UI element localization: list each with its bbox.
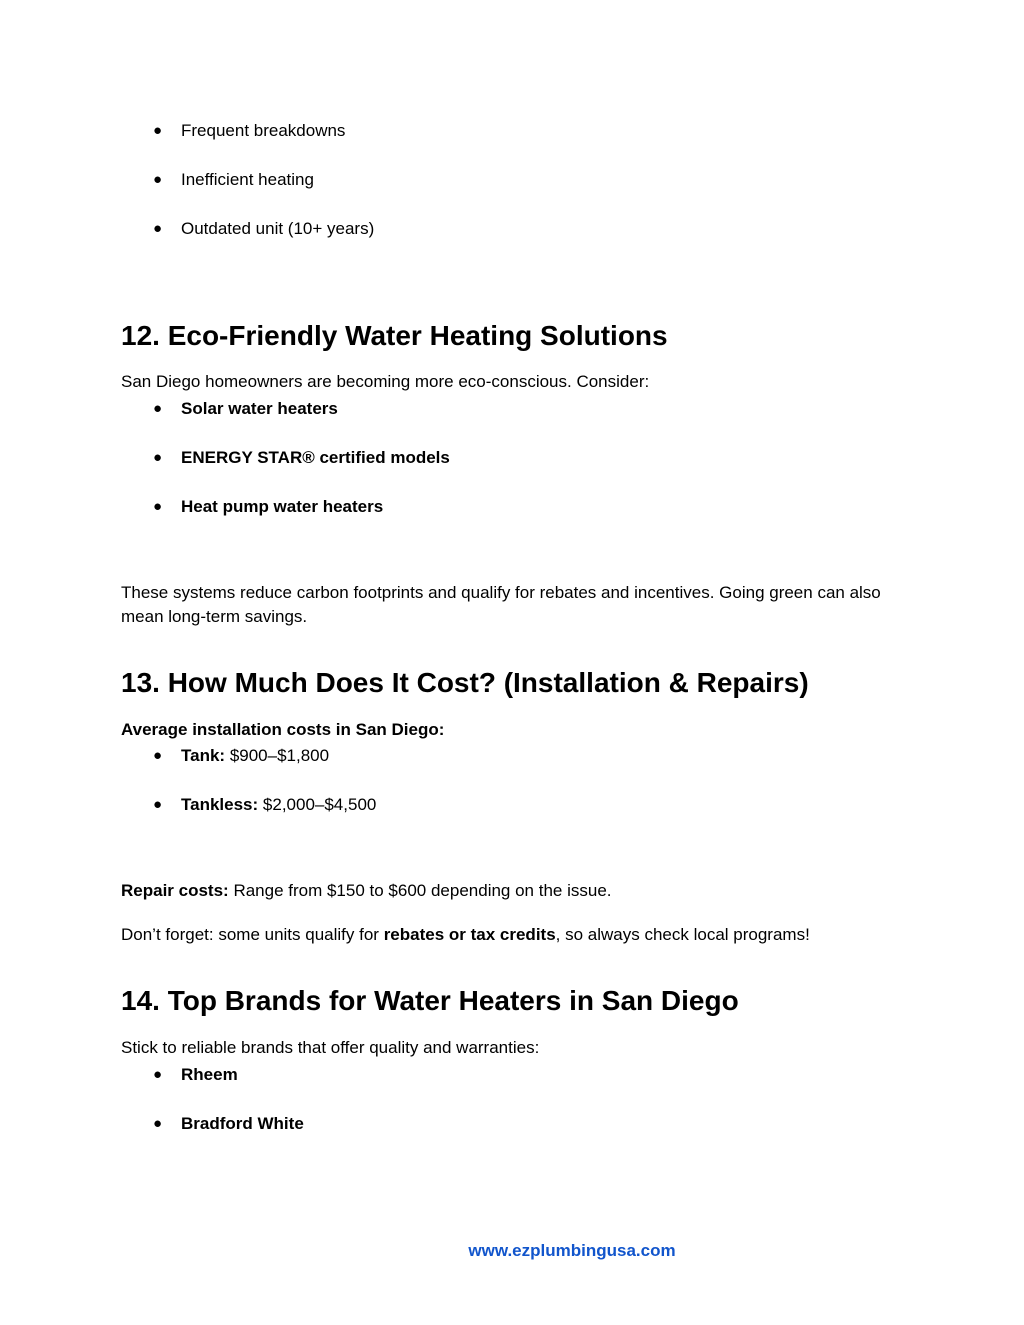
section-closing: These systems reduce carbon footprints and qualify for rebates and incentives. Going green can also mean long-term savings. bbox=[121, 583, 881, 626]
cost-label: Tank: bbox=[181, 746, 226, 765]
section-heading: 13. How Much Does It Cost? (Installation & Repairs) bbox=[121, 667, 809, 699]
list-item-text: Outdated unit (10+ years) bbox=[181, 219, 375, 238]
bullet-icon: ● bbox=[153, 1115, 163, 1132]
section-heading: 14. Top Brands for Water Heaters in San Diego bbox=[121, 985, 739, 1017]
note bbox=[121, 923, 810, 947]
section-intro: Stick to reliable brands that offer quality and warranties: bbox=[121, 1038, 540, 1057]
bullet-icon: ● bbox=[153, 220, 163, 237]
note-suffix: , so always check local programs! bbox=[555, 925, 810, 944]
footer-link[interactable]: www.ezplumbingusa.com bbox=[468, 1241, 676, 1260]
list-item-text: Heat pump water heaters bbox=[181, 497, 384, 516]
cost-value: $2,000–$4,500 bbox=[262, 795, 377, 814]
bullet-icon: ● bbox=[153, 796, 163, 813]
note-prefix: Don’t forget: some units qualify for bbox=[121, 925, 384, 944]
list-item-text: Frequent breakdowns bbox=[181, 121, 346, 140]
repair-label: Repair costs: bbox=[121, 881, 229, 900]
bullet-icon: ● bbox=[153, 747, 163, 764]
cost-value: $900–$1,800 bbox=[229, 746, 330, 765]
list-item-text: Inefficient heating bbox=[181, 170, 314, 189]
list-item-text: Bradford White bbox=[181, 1114, 304, 1133]
list-item-text: ENERGY STAR® certified models bbox=[181, 448, 450, 467]
bullet-icon: ● bbox=[153, 1066, 163, 1083]
section-subheading: Average installation costs in San Diego: bbox=[121, 720, 445, 739]
note-bold: rebates or tax credits bbox=[383, 925, 556, 944]
list-item-text: Solar water heaters bbox=[181, 399, 338, 418]
repair-text: Range from $150 to $600 depending on the issue. bbox=[233, 881, 612, 900]
list-item-text: Rheem bbox=[181, 1065, 238, 1084]
bullet-icon: ● bbox=[153, 122, 163, 139]
repair-costs bbox=[121, 879, 612, 903]
bullet-icon: ● bbox=[153, 400, 163, 417]
bullet-icon: ● bbox=[153, 498, 163, 515]
cost-label: Tankless: bbox=[181, 795, 259, 814]
bullet-icon: ● bbox=[153, 171, 163, 188]
section-heading: 12. Eco-Friendly Water Heating Solutions bbox=[121, 320, 668, 352]
bullet-icon: ● bbox=[153, 449, 163, 466]
section-intro: San Diego homeowners are becoming more eco-conscious. Consider: bbox=[121, 372, 650, 391]
